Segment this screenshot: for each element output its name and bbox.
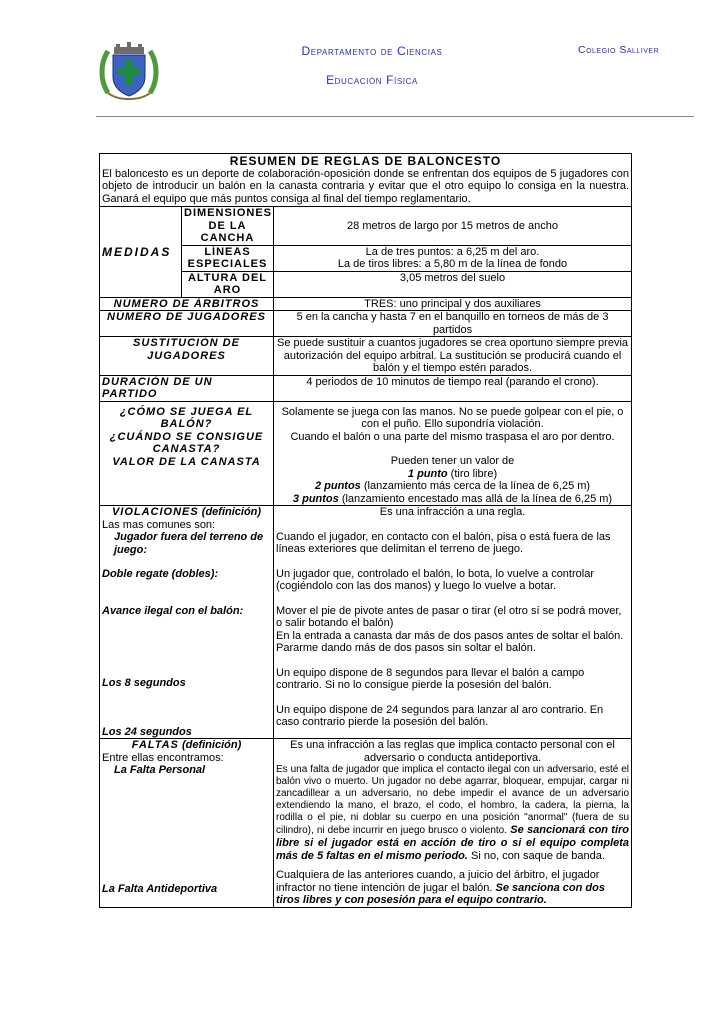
altura-label: ALTURA DEL ARO — [182, 271, 274, 297]
sustitucion-row — [100, 337, 632, 376]
violaciones-def-label: (definición) — [198, 506, 262, 518]
faltas-left — [100, 739, 274, 908]
juego-values — [274, 401, 632, 506]
school-crest — [98, 41, 160, 105]
falta-personal-sanction: Se sancionará con tiro libre si el jugador está en acción de tiro o si el equipo completa más de 5 faltas en el mismo periodo. — [276, 824, 630, 862]
como-juega-value: Solamente se juega con las manos. No se puede golpear con el pie, o con el puño. Ello supondría violación. — [281, 405, 624, 430]
lineas-label: LÍNEAS ESPECIALES — [182, 245, 274, 271]
jugadores-row — [100, 311, 632, 337]
faltas-row — [100, 739, 632, 908]
altura-value: 3,05 metros del suelo — [274, 271, 632, 297]
cuando-canasta-label: ¿CUÁNDO SE CONSIGUE CANASTA? — [109, 430, 264, 455]
jugadores-label: NÚMERO DE JUGADORES — [100, 311, 274, 337]
valor-label: VALOR DE LA CANASTA — [112, 455, 261, 468]
violacion-name-1: Doble regate (dobles): — [102, 568, 219, 580]
faltas-definition: Es una infracción a las reglas que implica contacto personal con el adversario o conducta antideportiva. — [290, 739, 615, 764]
subject-title: Educación Física — [326, 73, 418, 87]
violacion-name-2: Avance ilegal con el balón: — [102, 604, 244, 617]
title-row — [100, 154, 632, 207]
violacion-name-4: Los 24 segundos — [102, 725, 192, 738]
falta-personal-desc — [276, 764, 629, 863]
falta-personal-end: Si no, con saque de banda. — [467, 850, 605, 862]
duracion-row — [100, 375, 632, 401]
valor-1-bold: 1 punto — [407, 467, 448, 480]
falta-antideportiva-desc — [276, 869, 629, 907]
violacion-desc-0: Cuando el jugador, en contacto con el balón, pisa o está fuera de las líneas exteriores que delimitan el terreno de juego. — [276, 530, 611, 555]
medidas-label: MEDIDAS — [100, 207, 182, 298]
violacion-desc-4: Un equipo dispone de 24 segundos para lanzar al aro contrario. En caso contrario pierde la posesión del balón. — [276, 703, 604, 728]
violacion-desc-2c: Pararme dando más de dos pasos sin soltar el balón. — [276, 642, 536, 654]
como-juega-label: ¿CÓMO SE JUEGA EL BALÓN? — [119, 405, 254, 430]
juego-row — [100, 401, 632, 506]
rules-table — [99, 153, 632, 908]
duracion-value: 4 periodos de 10 minutos de tiempo real (parando el crono). — [274, 375, 632, 401]
doc-title: RESUMEN DE REGLAS DE BALONCESTO — [229, 154, 502, 168]
sustitucion-value: Se puede sustituir a cuantos jugadores se crea oportuno siempre previa autorización del equipo arbitral. La sustitución se producirá cuando el balón y el tiempo estén parados. — [274, 337, 632, 376]
valor-1-rest: (tiro libre) — [447, 467, 498, 480]
jugadores-value: 5 en la cancha y hasta 7 en el banquillo en torneos de más de 3 partidos — [274, 311, 632, 337]
violaciones-heading — [102, 506, 271, 519]
falta-antideportiva-name: La Falta Antideportiva — [102, 882, 218, 895]
crest-icon — [98, 41, 160, 105]
faltas-right — [274, 739, 632, 908]
lineas-value-2: La de tiros libres: a 5,80 m de la línea de fondo — [337, 258, 568, 270]
medidas-row-1 — [100, 207, 632, 246]
juego-labels — [100, 401, 274, 506]
valor-intro: Pueden tener un valor de — [390, 455, 515, 467]
valor-2 — [276, 480, 629, 493]
violacion-desc-1: Un jugador que, controlado el balón, lo bota, lo vuelve a controlar (cogiéndolo con las dos manos) y luego lo vuelve a botar. — [276, 567, 594, 592]
school-name: Colegio Salliver — [578, 44, 660, 56]
violaciones-label: VIOLACIONES — [111, 506, 199, 518]
valor-2-rest: (lanzamiento más cerca de la línea de 6,25 m) — [360, 480, 591, 492]
violacion-name-0: Jugador fuera del terreno de juego: — [114, 531, 264, 556]
faltas-label: FALTAS — [131, 739, 179, 751]
arbitros-value: TRES: uno principal y dos auxiliares — [274, 297, 632, 311]
faltas-def-label: (definición) — [178, 739, 242, 751]
valor-2-bold: 2 puntos — [314, 480, 361, 492]
violacion-name-3: Los 8 segundos — [102, 677, 186, 689]
lineas-value — [274, 245, 632, 271]
violaciones-right — [274, 506, 632, 739]
dimensiones-value: 28 metros de largo por 15 metros de ancho — [274, 207, 632, 246]
header-center — [270, 44, 474, 102]
falta-antideportiva-text: Cualquiera de las anteriores cuando, a juicio del árbitro, el jugador infractor no tiene intención de jugar el balón. — [276, 869, 600, 894]
duracion-label: DURACIÓN DE UN PARTIDO — [100, 375, 274, 401]
valor-1 — [276, 468, 629, 481]
lineas-value-1: La de tres puntos: a 6,25 m del aro. — [365, 245, 540, 258]
violacion-desc-2b: En la entrada a canasta dar más de dos pasos antes de soltar el balón. — [276, 629, 624, 642]
violacion-desc-2: Mover el pie de pivote antes de pasar o tirar (el otro sí se podrá mover, o salir botando el balón) — [276, 604, 622, 629]
header-divider — [96, 116, 694, 117]
faltas-heading — [102, 739, 271, 752]
valor-3-bold: 3 puntos — [292, 492, 339, 505]
violaciones-left — [100, 506, 274, 739]
violaciones-common: Las mas comunes son: — [102, 518, 216, 531]
violaciones-row — [100, 506, 632, 739]
arbitros-label: NÚMERO DE ÁRBITROS — [100, 297, 274, 311]
violacion-desc-3: Un equipo dispone de 8 segundos para llevar el balón a campo contrario. Si no lo consigue pierde la posesión del balón. — [276, 666, 585, 691]
valor-3 — [276, 493, 629, 506]
cuando-canasta-value: Cuando el balón o una parte del mismo traspasa el aro por dentro. — [290, 430, 615, 443]
dimensiones-label: DIMENSIONES DE LA CANCHA — [182, 207, 274, 246]
falta-personal-name: La Falta Personal — [114, 764, 206, 776]
falta-personal-text: Es una falta de jugador que implica el contacto ilegal con un adversario, esté el balón vivo o muerto. Un jugador no debe agarrar, bloquear, empujar, cargar ni zancadillear a un adversario, no debe impedir el avance de un adversario extendiendo la mano, el brazo, el codo, el hombro, la cadera, la pierna, la rodilla o el pie, ni doblar su cuerpo en una posición "anormal" (fuera de su cilindro), ni debe incurrir en juego brusco o violento. — [276, 764, 630, 836]
falta-antideportiva-sanction: Se sanciona con dos tiros libres y con posesión para el equipo contrario. — [276, 881, 605, 906]
faltas-common: Entre ellas encontramos: — [102, 751, 224, 764]
sustitucion-label: SUSTITUCIÓN DE JUGADORES — [100, 337, 274, 376]
doc-intro: El baloncesto es un deporte de colaboración-oposición donde se enfrentan dos equipos de 5 jugadores con objeto de introducir un balón en la canasta contraria y evitar que el otro equipo lo consiga en la nuestra. Ganará el equipo que más puntos consiga al final del tiempo reglamentario. — [102, 167, 630, 205]
valor-3-rest: (lanzamiento encestado mas allá de la línea de 6,25 m) — [338, 492, 613, 505]
arbitros-row — [100, 297, 632, 311]
department-title: Departamento de Ciencias — [301, 44, 443, 58]
violaciones-definition: Es una infracción a una regla. — [379, 506, 526, 518]
